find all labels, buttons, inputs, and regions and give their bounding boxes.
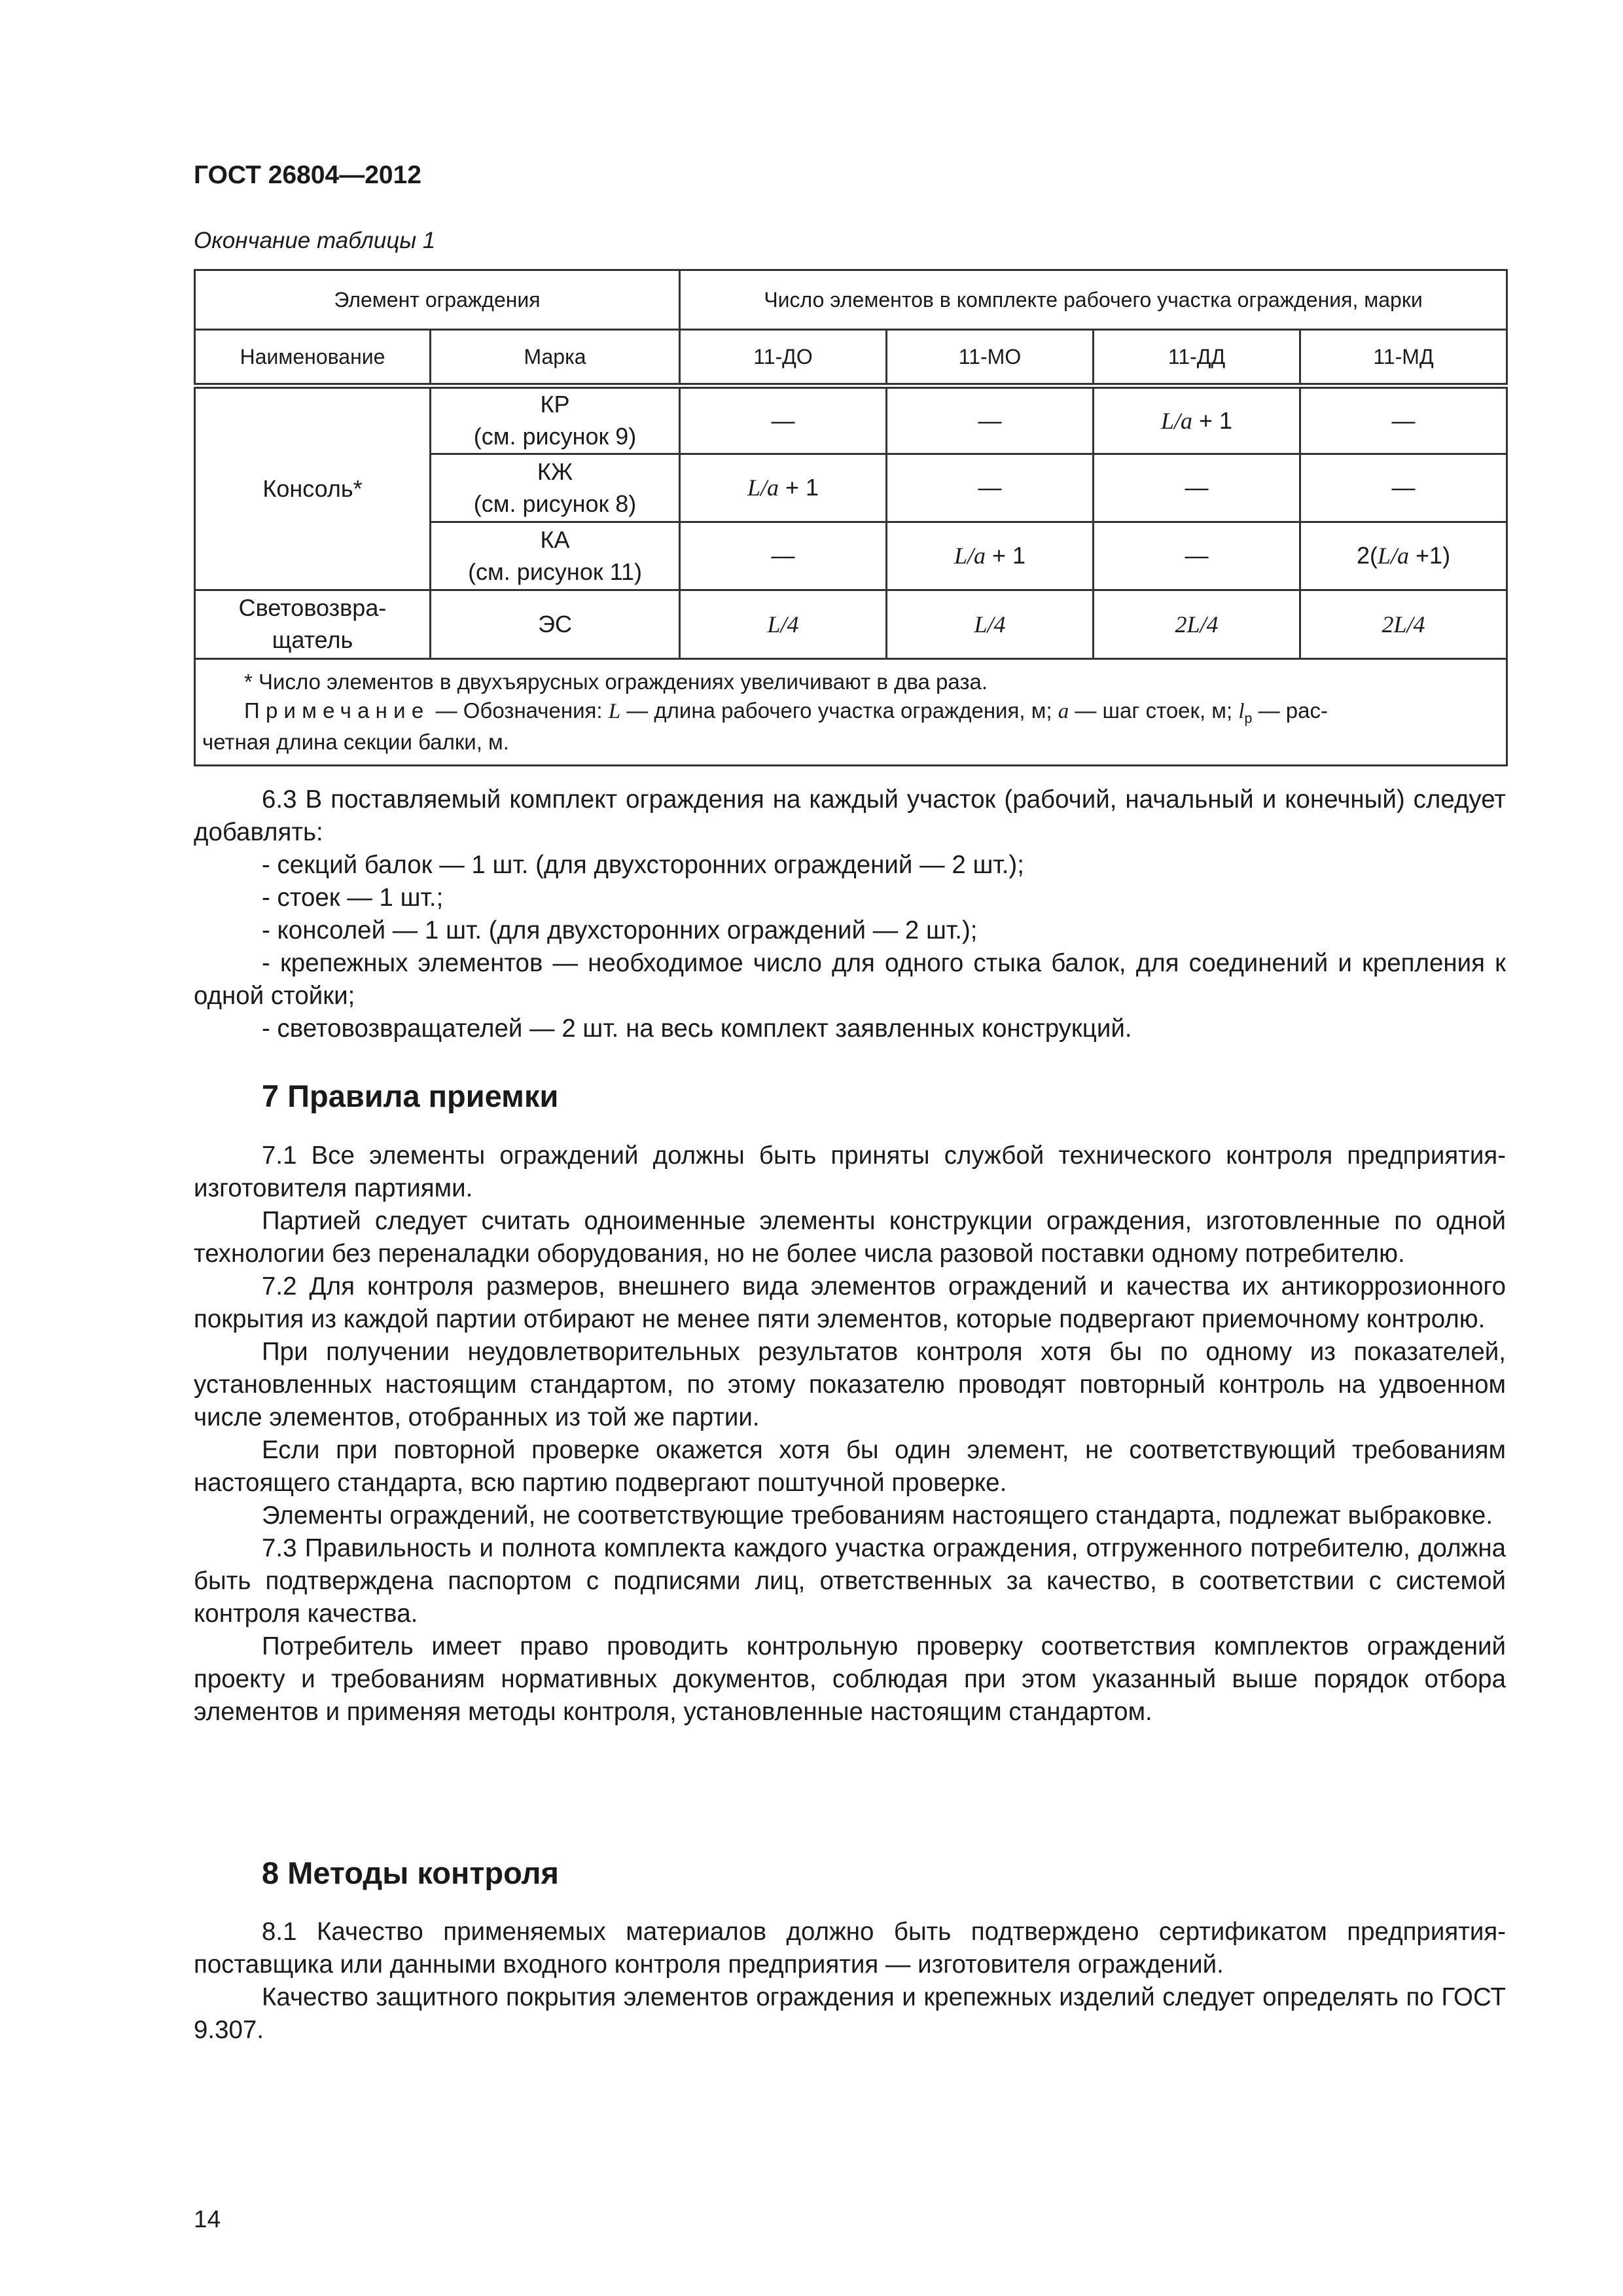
- cell-konsol: Консоль*: [195, 386, 431, 590]
- cell-mark: [431, 522, 680, 590]
- cell-value: L/4: [887, 590, 1094, 659]
- formula-rest: + 1: [779, 474, 819, 501]
- table-caption: Окончание таблицы 1: [194, 228, 436, 253]
- mark-ref: (см. рисунок 11): [468, 558, 642, 585]
- table-notes: [195, 659, 1507, 766]
- list-item: - секций балок — 1 шт. (для двухсторонних ограждений — 2 шт.);: [262, 851, 1024, 879]
- elements-table: [194, 269, 1508, 766]
- mark-code: КА: [540, 526, 570, 553]
- cell-value: —: [1094, 454, 1300, 522]
- paragraph: Партией следует считать одноименные элементы конструкции ограждения, изготовленные по одной технологии без переналадки оборудования, но не более числа разовой поставки одному потребителю.: [194, 1207, 1506, 1268]
- header-mark: Марка: [431, 330, 680, 386]
- formula-pre: 2(: [1356, 542, 1378, 569]
- paragraph: 7.3 Правильность и полнота комплекта каждого участка ограждения, отгруженного потребителю, должна быть подтверждена паспортом с подписями лиц, ответственных за качество, в соответствии с системой контроля качества.: [194, 1534, 1506, 1628]
- section-7-body: [194, 1139, 1506, 1729]
- note-label: Примечание: [244, 698, 430, 723]
- mark-code: КЖ: [537, 457, 573, 485]
- svet-line-2: щатель: [272, 626, 353, 653]
- paragraph: При получении неудовлетворительных результатов контроля хотя бы по одному из показателей, установленных настоящим стандартом, по этому показателю проводят повторный контроль на удвоенном числе элементов, отобранных из той же партии.: [194, 1338, 1506, 1431]
- list-item: - консолей — 1 шт. (для двухсторонних ограждений — 2 шт.);: [262, 916, 978, 944]
- table-row: [195, 590, 1507, 659]
- cell-value: —: [680, 386, 887, 454]
- table-notes-row: [195, 659, 1507, 766]
- cell-value: —: [1094, 522, 1300, 590]
- section-6-3: [194, 783, 1506, 1045]
- paragraph: 6.3 В поставляемый комплект ограждения на каждый участок (рабочий, начальный и конечный) следует добавлять:: [194, 785, 1506, 846]
- list-item: - крепежных элементов — необходимое число для одного стыка балок, для соединений и крепления к одной стойки;: [194, 949, 1506, 1010]
- formula-rest: +1): [1409, 542, 1451, 569]
- paragraph: Если при повторной проверке окажется хотя бы один элемент, не соответствующий требованиям настоящего стандарта, всю партию подвергают поштучной проверке.: [194, 1436, 1506, 1497]
- table-header-row-2: [195, 330, 1507, 386]
- table-row: [195, 386, 1507, 454]
- formula-var: L/a: [954, 543, 986, 569]
- formula-var: L/a: [1377, 543, 1410, 569]
- cell-value: [1094, 386, 1300, 454]
- section-8-heading: 8 Методы контроля: [262, 1856, 559, 1890]
- cell-value: [1300, 522, 1507, 590]
- cell-value: L/4: [680, 590, 887, 659]
- cell-svet-name: [195, 590, 431, 659]
- header-count: Число элементов в комплекте рабочего участка ограждения, марки: [680, 270, 1507, 330]
- cell-svet-mark: ЭС: [431, 590, 680, 659]
- paragraph: Качество защитного покрытия элементов ограждения и крепежных изделий следует определять по ГОСТ 9.307.: [194, 1983, 1506, 2044]
- cell-value: [887, 522, 1094, 590]
- cell-mark: [431, 454, 680, 522]
- cell-value: —: [887, 454, 1094, 522]
- header-name: Наименование: [195, 330, 431, 386]
- page-number: 14: [194, 2206, 221, 2233]
- cell-value: 2L/4: [1300, 590, 1507, 659]
- paragraph: 8.1 Качество применяемых материалов должно быть подтверждено сертификатом предприятия-поставщика или данными входного контроля предприятия — изготовителя ограждений.: [194, 1918, 1506, 1979]
- header-element: Элемент ограждения: [195, 270, 680, 330]
- mark-code: КР: [540, 391, 570, 418]
- svet-line-1: Световозвра-: [238, 594, 387, 622]
- cell-value: —: [887, 386, 1094, 454]
- table-note-cont: четная длина секции балки, м.: [202, 730, 509, 754]
- list-item: - стоек — 1 шт.;: [262, 884, 444, 912]
- table-header-row-1: [195, 270, 1507, 330]
- section-8-body: [194, 1916, 1506, 2047]
- header-11dd: 11-ДД: [1094, 330, 1300, 386]
- document-code: ГОСТ 26804—2012: [194, 161, 421, 189]
- formula-rest: + 1: [1192, 406, 1233, 434]
- header-11md: 11-МД: [1300, 330, 1507, 386]
- formula-var: L/a: [747, 475, 779, 501]
- header-11do: 11-ДО: [680, 330, 887, 386]
- cell-value: 2L/4: [1094, 590, 1300, 659]
- mark-ref: (см. рисунок 9): [473, 423, 637, 450]
- cell-value: —: [1300, 454, 1507, 522]
- section-7-heading: 7 Правила приемки: [262, 1079, 559, 1113]
- cell-value: [680, 454, 887, 522]
- table-note: Примечание — Обозначения: L — длина рабочего участка ограждения, м; a — шаг стоек, м; $l_p$ — рас-: [244, 698, 1328, 726]
- cell-mark: [431, 386, 680, 454]
- paragraph: Элементы ограждений, не соответствующие требованиям настоящего стандарта, подлежат выбраковке.: [262, 1501, 1493, 1530]
- paragraph: 7.2 Для контроля размеров, внешнего вида элементов ограждений и качества их антикоррозионного покрытия из каждой партии отбирают не менее пяти элементов, которые подвергают приемочному контролю.: [194, 1272, 1506, 1333]
- list-item: - световозвращателей — 2 шт. на весь комплект заявленных конструкций.: [262, 1014, 1132, 1043]
- paragraph: 7.1 Все элементы ограждений должны быть приняты службой технического контроля предприятия-изготовителя партиями.: [194, 1141, 1506, 1202]
- header-11mo: 11-МО: [887, 330, 1094, 386]
- cell-value: —: [1300, 386, 1507, 454]
- paragraph: Потребитель имеет право проводить контрольную проверку соответствия комплектов ограждений проекту и требованиям нормативных документов, соблюдая при этом указанный выше порядок отбора элементов и применяя методы контроля, установленные настоящим стандартом.: [194, 1632, 1506, 1726]
- formula-var: L/a: [1160, 407, 1192, 434]
- mark-ref: (см. рисунок 8): [473, 490, 637, 517]
- cell-value: —: [680, 522, 887, 590]
- formula-rest: + 1: [986, 542, 1026, 569]
- table-footnote: * Число элементов в двухъярусных ограждениях увеличивают в два раза.: [244, 670, 988, 694]
